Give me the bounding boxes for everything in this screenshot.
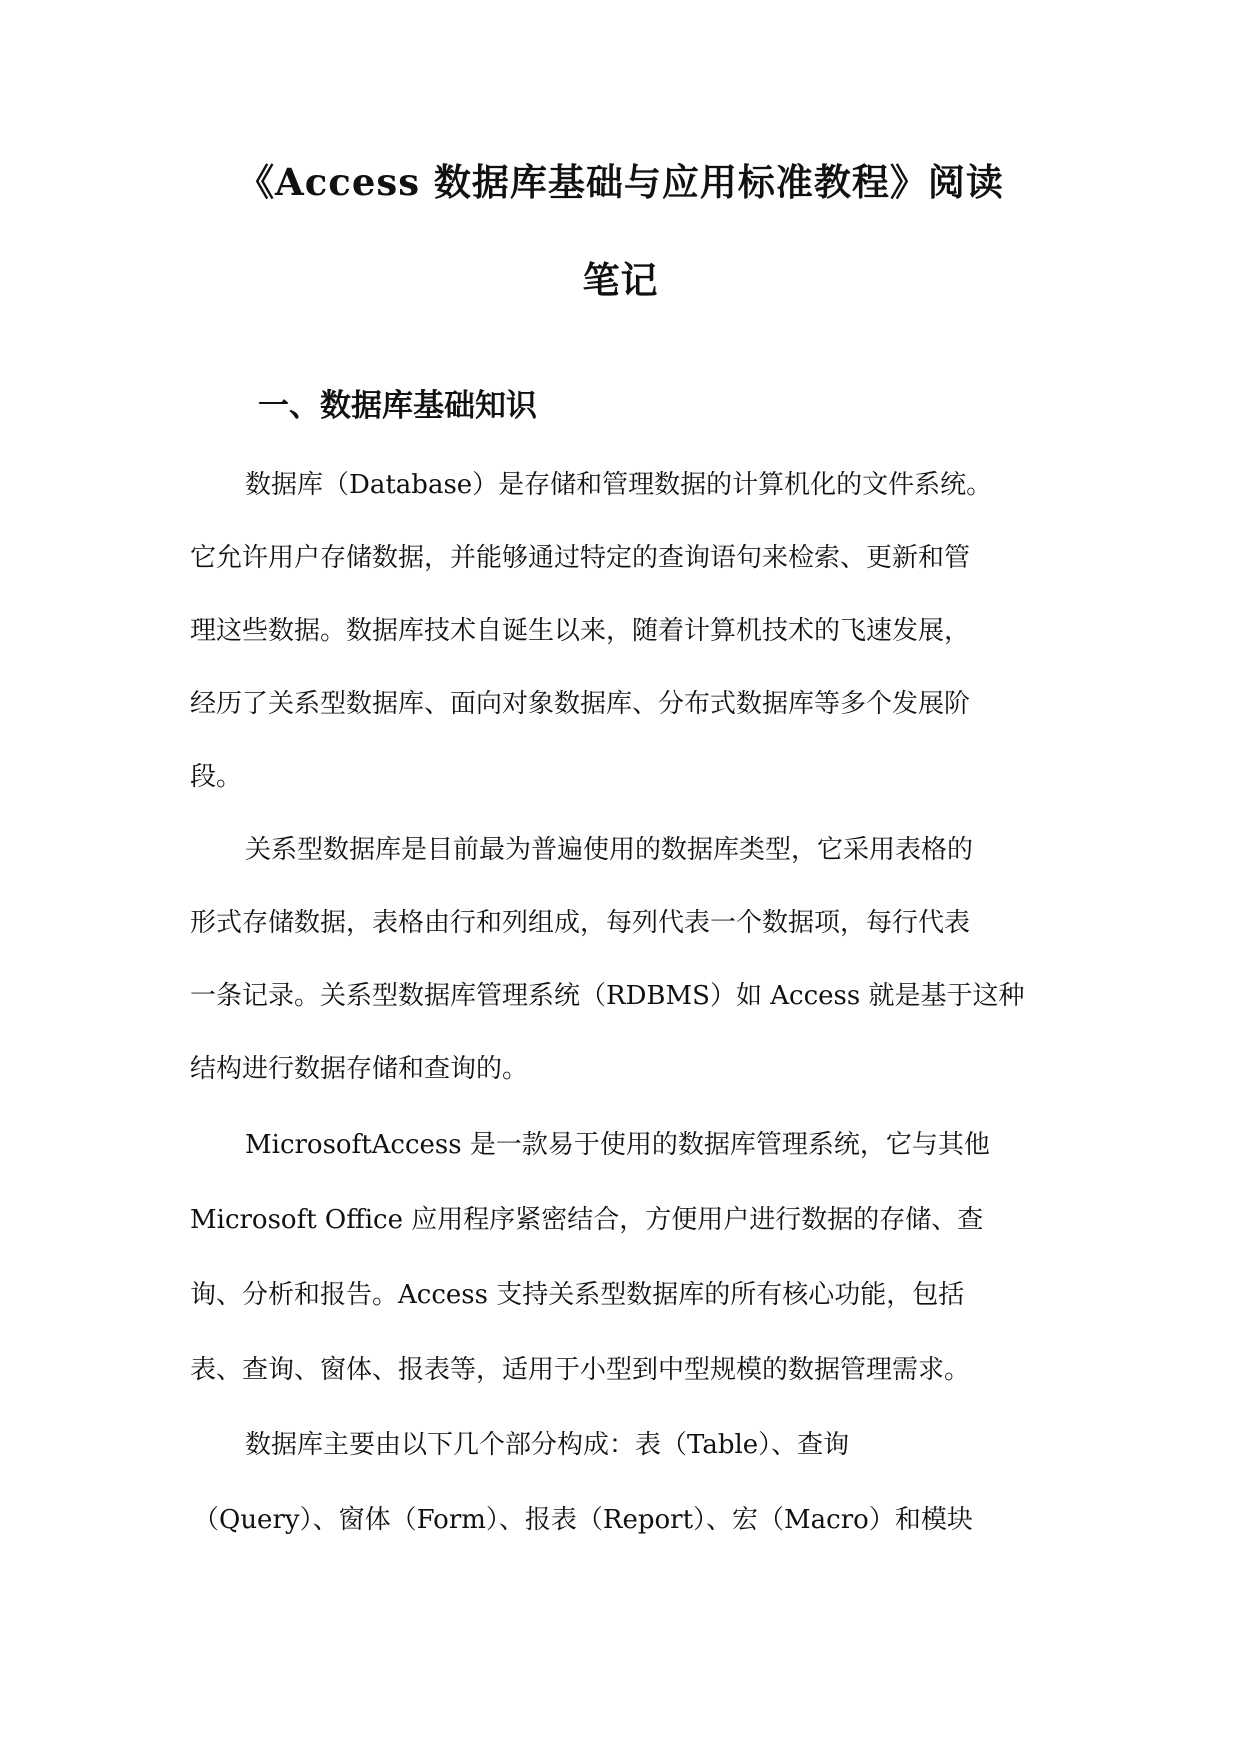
section-heading: 一、数据库基础知识 [258, 388, 537, 424]
paragraph-line: 一条记录。关系型数据库管理系统（RDBMS）如 Access 就是基于这种 [190, 981, 1025, 1011]
paragraph-line: 数据库主要由以下几个部分构成：表（Table）、查询 [245, 1430, 850, 1460]
paragraph-line: 结构进行数据存储和查询的。 [190, 1054, 529, 1084]
paragraph-line: 经历了关系型数据库、面向对象数据库、分布式数据库等多个发展阶 [190, 689, 971, 719]
paragraph-line: 段。 [190, 762, 243, 792]
paragraph-line: Microsoft Office 应用程序紧密结合，方便用户进行数据的存储、查 [190, 1205, 984, 1235]
paragraph-line: 理这些数据。数据库技术自诞生以来，随着计算机技术的飞速发展， [190, 616, 971, 646]
paragraph-line: 它允许用户存储数据，并能够通过特定的查询语句来检索、更新和管 [190, 543, 971, 573]
paragraph-line: 数据库（Database）是存储和管理数据的计算机化的文件系统。 [245, 470, 993, 500]
paragraph-line: MicrosoftAccess 是一款易于使用的数据库管理系统，它与其他 [245, 1130, 990, 1160]
paragraph-line: 询、分析和报告。Access 支持关系型数据库的所有核心功能，包括 [190, 1280, 965, 1310]
paragraph-line: 表、查询、窗体、报表等，适用于小型到中型规模的数据管理需求。 [190, 1355, 971, 1385]
document-title-line-1: 《Access 数据库基础与应用标准教程》阅读 [237, 160, 1004, 204]
document-title-line-2: 笔记 [582, 258, 659, 302]
paragraph-line: 形式存储数据，表格由行和列组成，每列代表一个数据项，每行代表 [190, 908, 971, 938]
paragraph-line: （Query）、窗体（Form）、报表（Report）、宏（Macro）和模块 [193, 1505, 973, 1535]
paragraph-line: 关系型数据库是目前最为普遍使用的数据库类型，它采用表格的 [245, 835, 974, 865]
